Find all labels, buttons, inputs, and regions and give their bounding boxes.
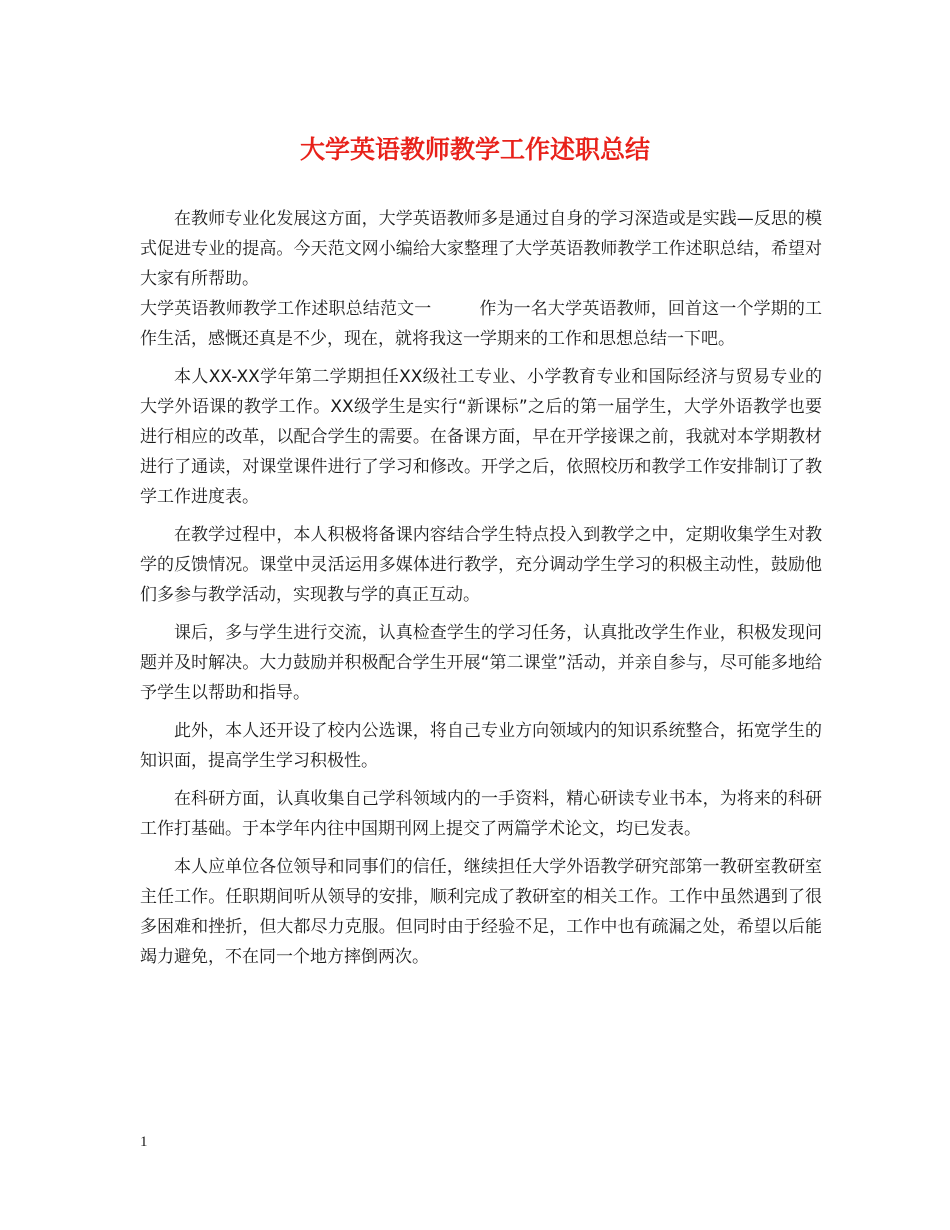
sample-paragraph xyxy=(140,294,822,354)
paragraph-teaching-assignment: 本人XX-XX学年第二学期担任XX级社工专业、小学教育专业和国际经济与贸易专业的大学外语课的教学工作。XX级学生是实行“新课标”之后的第一届学生，大学外语教学也要进行相应的改革，以配合学生的需要。在备课方面，早在开学接课之前，我就对本学期教材进行了通读，对课堂课件进行了学习和修改。开学之后，依照校历和教学工作安排制订了教学工作进度表。 xyxy=(140,367,822,507)
paragraph-after-class: 课后，多与学生进行交流，认真检查学生的学习任务，认真批改学生作业，积极发现问题并及时解决。大力鼓励并积极配合学生开展“第二课堂”活动，并亲自参与，尽可能多地给予学生以帮助和指导。 xyxy=(140,623,822,703)
intro-paragraph: 在教师专业化发展这方面，大学英语教师多是通过自身的学习深造或是实践—反思的模式促进专业的提高。今天范文网小编给大家整理了大学英语教师教学工作述职总结，希望对大家有所帮助。 xyxy=(140,209,822,289)
paragraph-research: 在科研方面，认真收集自己学科领域内的一手资料，精心研读专业书本，为将来的科研工作打基础。于本学年内往中国期刊网上提交了两篇学术论文，均已发表。 xyxy=(140,789,822,839)
page-number: 1 xyxy=(140,1134,148,1150)
paragraph-office-duties: 本人应单位各位领导和同事们的信任，继续担任大学外语教学研究部第一教研室教研室主任工作。任职期间听从领导的安排，顺利完成了教研室的相关工作。工作中虽然遇到了很多困难和挫折，但大都尽力克服。但同时由于经验不足，工作中也有疏漏之处，希望以后能竭力避免，不在同一个地方摔倒两次。 xyxy=(140,857,822,967)
sample-heading: 大学英语教师教学工作述职总结范文一 xyxy=(140,299,432,319)
document-body xyxy=(140,204,822,980)
sample-first-text: 作为一名大学英语教师，回首这一个学期的工作生活，感慨还真是不少，现在，就将我这一学期来的工作和思想总结一下吧。 xyxy=(140,299,823,349)
paragraph-teaching-process: 在教学过程中，本人积极将备课内容结合学生特点投入到教学之中，定期收集学生对教学的反馈情况。课堂中灵活运用多媒体进行教学，充分调动学生学习的积极主动性，鼓励他们多参与教学活动，实现教与学的真正互动。 xyxy=(140,525,822,605)
paragraph-elective-course: 此外，本人还开设了校内公选课，将自己专业方向领域内的知识系统整合，拓宽学生的知识面，提高学生学习积极性。 xyxy=(140,721,822,771)
document-title: 大学英语教师教学工作述职总结 xyxy=(299,135,650,164)
